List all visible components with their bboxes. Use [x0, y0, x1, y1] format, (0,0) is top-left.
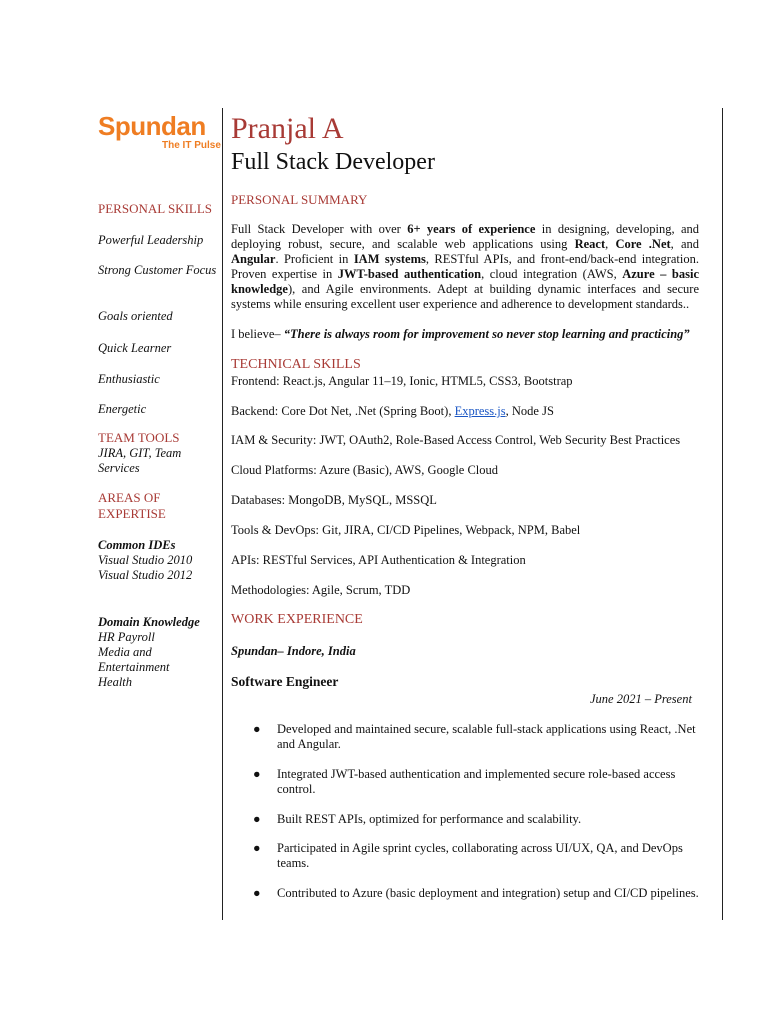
job-title: Software Engineer — [231, 674, 339, 689]
tech-apis: APIs: RESTful Services, API Authentication & Integration — [231, 553, 526, 567]
skill-item: Enthusiastic — [98, 372, 160, 386]
bullet-icon: ● — [253, 767, 261, 781]
work-bullet: ● Participated in Agile sprint cycles, collaborating across UI/UX, QA, and DevOps teams. — [253, 841, 683, 870]
logo-tagline: The IT Pulse — [162, 140, 221, 151]
company-location: Spundan– Indore, India — [231, 644, 356, 658]
candidate-name: Pranjal A — [231, 112, 344, 145]
tech-databases: Databases: MongoDB, MySQL, MSSQL — [231, 493, 437, 507]
domain-item: HR Payroll — [98, 630, 155, 644]
bullet-icon: ● — [253, 841, 261, 855]
summary-paragraph: Full Stack Developer with over 6+ years of experience in designing, developing, and deploying robust, secure, and scalable web applications using React, Core .Net, and Angular. Proficient in IAM systems, RESTful APIs, and front-end/back-end integration. Proven expertise in JWT-based authentication, cloud integration (AWS, Azure – basic knowledge), and Agile environments. Adept at building dynamic interfaces and secure systems while ensuring excellent user experience and adherence to development standards.. — [231, 222, 700, 311]
domain-heading: Domain Knowledge — [98, 615, 200, 629]
work-bullet: ● Contributed to Azure (basic deployment and integration) setup and CI/CD pipelines. — [253, 886, 699, 900]
tech-frontend: Frontend: React.js, Angular 11–19, Ionic, HTML5, CSS3, Bootstrap — [231, 374, 573, 388]
technical-skills-heading: TECHNICAL SKILLS — [231, 357, 361, 372]
tech-iam: IAM & Security: JWT, OAuth2, Role-Based Access Control, Web Security Best Practices — [231, 433, 681, 447]
expressjs-link[interactable]: Express.js — [454, 404, 506, 418]
team-tools-list: JIRA, GIT, Team Services — [98, 446, 182, 475]
work-experience-heading: WORK EXPERIENCE — [231, 612, 363, 627]
domain-item: Health — [98, 675, 133, 689]
bullet-icon: ● — [253, 722, 261, 736]
ides-heading: Common IDEs — [98, 538, 176, 552]
candidate-role: Full Stack Developer — [231, 149, 435, 175]
work-bullet: ● Integrated JWT-based authentication and implemented secure role-based access control. — [253, 767, 676, 796]
bullet-icon: ● — [253, 812, 261, 826]
personal-skills-heading: PERSONAL SKILLS — [98, 201, 213, 216]
company-logo — [98, 113, 220, 153]
skill-item: Goals oriented — [98, 309, 173, 323]
areas-heading: AREAS OF EXPERTISE — [98, 490, 166, 521]
summary-heading: PERSONAL SUMMARY — [231, 192, 368, 207]
job-dates: June 2021 – Present — [590, 692, 692, 706]
domain-item: Media and Entertainment — [98, 645, 170, 674]
skill-item: Energetic — [98, 402, 147, 416]
column-divider — [222, 108, 223, 920]
bullet-icon: ● — [253, 886, 261, 900]
tech-backend: Backend: Core Dot Net, .Net (Spring Boot), Express.js, Node JS — [231, 404, 554, 418]
believe-quote: I believe– “There is always room for improvement so never stop learning and practicing” — [231, 327, 690, 341]
team-tools-heading: TEAM TOOLS — [98, 430, 180, 445]
ide-item: Visual Studio 2010 — [98, 553, 193, 567]
logo-wordmark: Spundan — [98, 111, 206, 141]
skill-item: Quick Learner — [98, 341, 172, 355]
ide-item: Visual Studio 2012 — [98, 568, 193, 582]
tech-methodologies: Methodologies: Agile, Scrum, TDD — [231, 583, 411, 597]
skill-item: Powerful Leadership — [98, 233, 204, 247]
tech-tools: Tools & DevOps: Git, JIRA, CI/CD Pipelines, Webpack, NPM, Babel — [231, 523, 581, 537]
right-border — [722, 108, 723, 920]
skill-item: Strong Customer Focus — [98, 263, 217, 277]
tech-cloud: Cloud Platforms: Azure (Basic), AWS, Google Cloud — [231, 463, 499, 477]
work-bullet: ● Developed and maintained secure, scalable full-stack applications using React, .Net and Angular. — [253, 722, 696, 751]
work-bullet: ● Built REST APIs, optimized for performance and scalability. — [253, 812, 582, 826]
